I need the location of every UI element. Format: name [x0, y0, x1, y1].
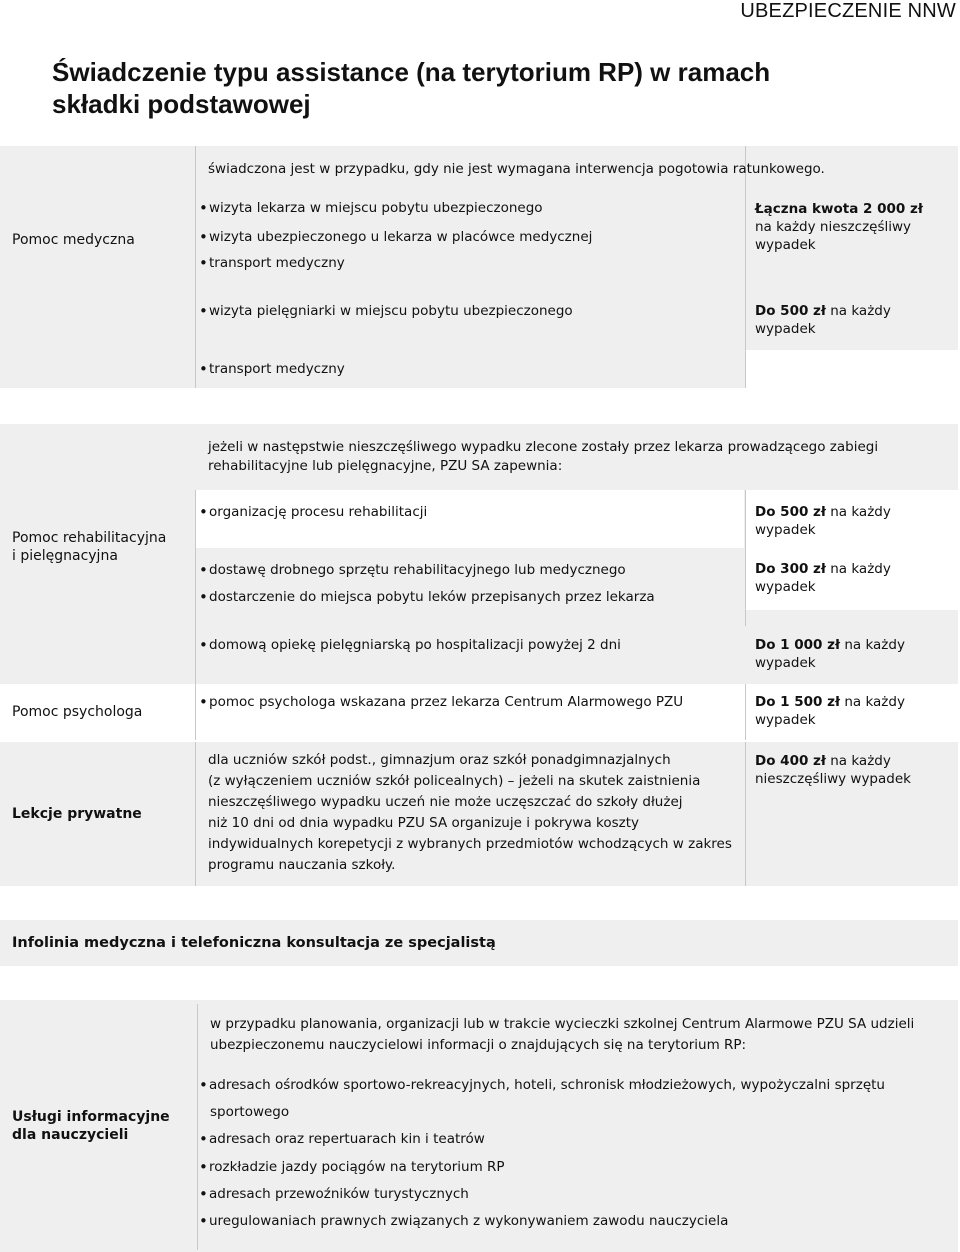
- medical-nurse-amount-bold: Do 500 zł: [755, 303, 826, 319]
- lessons-amount: [755, 752, 911, 788]
- medical-divider: [195, 146, 196, 388]
- rehab-amount-1-bold: Do 500 zł: [755, 504, 826, 520]
- page-title-line-1: Świadczenie typu assistance (na terytorium RP) w ramach: [52, 57, 771, 87]
- rehab-amount-2-bold: Do 300 zł: [755, 561, 826, 577]
- medical-amount-bold: Łączna kwota 2 000 zł: [755, 201, 923, 217]
- psych-amount-bold: Do 1 500 zł: [755, 694, 841, 710]
- lessons-line-6: programu nauczania szkoły.: [208, 857, 396, 873]
- infoline-title: Infolinia medyczna i telefoniczna konsultacja ze specjalistą: [12, 935, 496, 951]
- teachers-label-line-1: Usługi informacyjne: [12, 1109, 170, 1125]
- teachers-label: [12, 1108, 170, 1144]
- teachers-label-line-2: dla nauczycieli: [12, 1127, 129, 1143]
- rehab-item-2: • dostawę drobnego sprzętu rehabilitacyjnego lub medycznego: [199, 561, 626, 579]
- rehab-amount-1-rest: na każdy: [825, 504, 891, 520]
- medical-item-1: • wizyta lekarza w miejscu pobytu ubezpieczonego: [199, 199, 543, 217]
- medical-white-bottom-right: [746, 350, 960, 388]
- rehab-amount-3: [755, 636, 905, 672]
- rehab-amount-1-line-2: wypadek: [755, 522, 816, 538]
- medical-inner-white-left: [195, 290, 745, 350]
- rehab-amount-3-rest: na każdy: [840, 637, 905, 653]
- teachers-divider: [197, 1004, 198, 1250]
- medical-intro: świadczona jest w przypadku, gdy nie jest wymagana interwencja pogotowia ratunkowego.: [208, 161, 825, 177]
- rehab-amount-2-rest: na każdy: [825, 561, 891, 577]
- psych-label: Pomoc psychologa: [12, 704, 143, 720]
- rehab-amount-1: [755, 503, 891, 539]
- document-header-tag: UBEZPIECZENIE NNW: [740, 0, 956, 22]
- rehab-label: [12, 529, 166, 565]
- rehab-item-3: • dostarczenie do miejsca pobytu leków przepisanych przez lekarza: [199, 588, 655, 606]
- teachers-intro-line-2: ubezpieczonemu nauczycielowi informacji o znajdujących się na terytorium RP:: [210, 1037, 747, 1053]
- rehab-amount-3-bold: Do 1 000 zł: [755, 637, 841, 653]
- lessons-line-3: nieszczęśliwego wypadku uczeń nie może uczęszczać do szkoły dłużej: [208, 794, 683, 810]
- rehab-intro: [208, 438, 878, 476]
- psych-amount: [755, 693, 905, 729]
- teachers-item-1: • adresach ośrodków sportowo-rekreacyjnych, hoteli, schronisk młodzieżowych, wypożyczalni sprzętu: [199, 1076, 885, 1094]
- lessons-amount-rest: na każdy: [825, 753, 891, 769]
- teachers-item-2: • adresach oraz repertuarach kin i teatrów: [199, 1130, 485, 1148]
- psych-amount-rest: na każdy: [840, 694, 905, 710]
- medical-nurse-amount: [755, 302, 891, 338]
- lessons-line-4: niż 10 dni od dnia wypadku PZU SA organizuje i pokrywa koszty: [208, 815, 640, 831]
- rehab-label-line-2: i pielęgnacyjna: [12, 548, 118, 564]
- medical-item-3: • transport medyczny: [199, 254, 345, 272]
- medical-amount-line-2: na każdy nieszczęśliwy: [755, 219, 912, 235]
- psych-item: • pomoc psychologa wskazana przez lekarza Centrum Alarmowego PZU: [199, 693, 683, 711]
- rehab-item-1: • organizację procesu rehabilitacji: [199, 503, 427, 521]
- medical-amount: [755, 200, 923, 254]
- psych-amount-line-2: wypadek: [755, 712, 816, 728]
- medical-nurse-amount-rest: na każdy: [825, 303, 891, 319]
- lessons-text: [208, 750, 732, 876]
- rehab-intro-line-2: rehabilitacyjne lub pielęgnacyjne, PZU SA zapewnia:: [208, 458, 563, 474]
- lessons-label: Lekcje prywatne: [12, 806, 142, 822]
- teachers-item-4: • adresach przewoźników turystycznych: [199, 1185, 469, 1203]
- lessons-divider: [195, 742, 196, 886]
- medical-label: Pomoc medyczna: [12, 232, 135, 248]
- teachers-intro-line-1: w przypadku planowania, organizacji lub w trakcie wycieczki szkolnej Centrum Alarmowe PZU SA udzieli: [210, 1016, 915, 1032]
- page-title: [52, 56, 852, 120]
- teachers-item-3: • rozkładzie jazdy pociągów na terytorium RP: [199, 1158, 505, 1176]
- medical-item-2: • wizyta ubezpieczonego u lekarza w placówce medycznej: [199, 228, 592, 246]
- teachers-item-5: • uregulowaniach prawnych związanych z wykonywaniem zawodu nauczyciela: [199, 1212, 728, 1230]
- teachers-intro: [210, 1014, 914, 1056]
- psych-amount-divider: [745, 684, 746, 740]
- lessons-amount-line-2: nieszczęśliwy wypadek: [755, 771, 911, 787]
- lessons-line-1: dla uczniów szkół podst., gimnazjum oraz szkół ponadgimnazjalnych: [208, 752, 671, 768]
- medical-nurse-amount-line-2: wypadek: [755, 321, 816, 337]
- rehab-intro-line-1: jeżeli w następstwie nieszczęśliwego wypadku zlecone zostały przez lekarza prowadzącego zabiegi: [208, 439, 879, 455]
- lessons-line-2: (z wyłączeniem uczniów szkół policealnych) – jeżeli na skutek zaistnienia: [208, 773, 701, 789]
- medical-transport-item: • transport medyczny: [199, 360, 345, 378]
- lessons-amount-bold: Do 400 zł: [755, 753, 826, 769]
- rehab-amount-3-line-2: wypadek: [755, 655, 816, 671]
- medical-nurse-item: • wizyta pielęgniarki w miejscu pobytu ubezpieczonego: [199, 302, 573, 320]
- page-title-line-2: składki podstawowej: [52, 89, 311, 119]
- lessons-line-5: indywidualnych korepetycji z wybranych przedmiotów wchodzących w zakres: [208, 836, 732, 852]
- rehab-amount-2-line-2: wypadek: [755, 579, 816, 595]
- teachers-item-1-cont: sportowego: [210, 1104, 290, 1120]
- rehab-label-line-1: Pomoc rehabilitacyjna: [12, 530, 167, 546]
- psych-divider: [195, 684, 196, 740]
- medical-amount-line-3: wypadek: [755, 237, 816, 253]
- lessons-amount-divider: [745, 742, 746, 886]
- rehab-item-4: • domową opiekę pielęgniarską po hospitalizacji powyżej 2 dni: [199, 636, 621, 654]
- rehab-amount-2: [755, 560, 891, 596]
